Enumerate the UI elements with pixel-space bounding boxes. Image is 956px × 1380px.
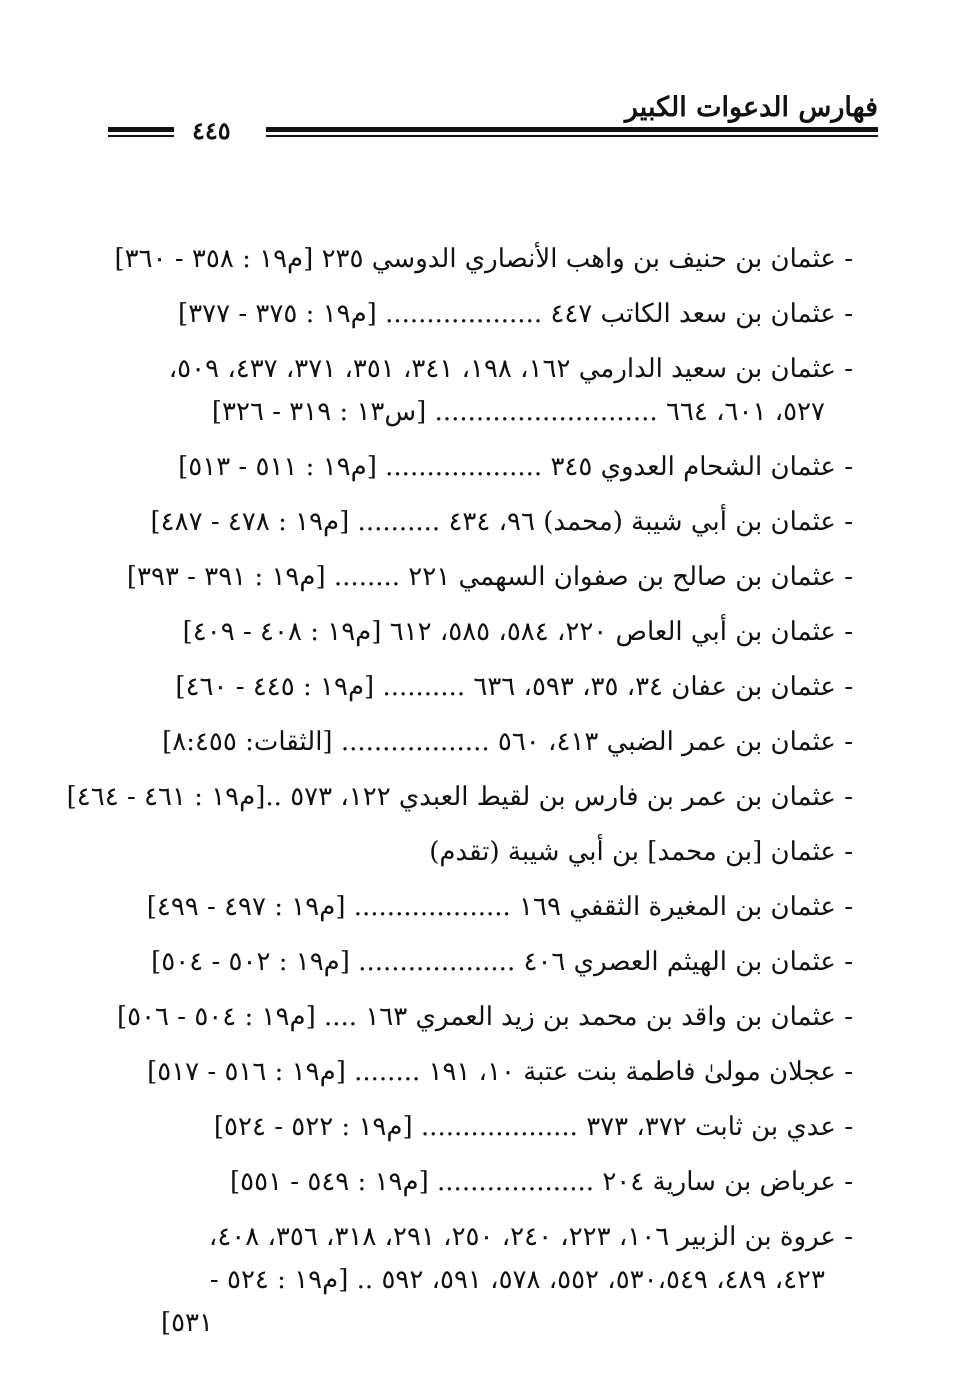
entry-line: - عجلان مولىٰ فاطمة بنت عتبة ١٠، ١٩١ ........ [م١٩ : ٥١٦ - ٥١٧]	[147, 1057, 853, 1087]
header-rule-left-thick	[108, 127, 174, 132]
header-rule-thick	[266, 127, 878, 132]
index-entry	[108, 941, 853, 984]
index-entry	[66, 776, 853, 819]
index-entry	[108, 556, 853, 599]
entry-line: - عثمان بن عمر بن فارس بن لقيط العبدي ١٢٢، ٥٧٣ ..[م١٩ : ٤٦١ - ٤٦٤]	[66, 782, 853, 812]
index-entry	[108, 1216, 853, 1345]
index-entry	[108, 238, 853, 281]
index-entry	[108, 721, 853, 764]
entry-line: - عروة بن الزبير ١٠٦، ٢٢٣، ٢٤٠، ٢٥٠، ٢٩١، ٣١٨، ٣٥٦، ٤٠٨،	[208, 1222, 853, 1252]
index-entry	[108, 831, 853, 874]
index-entry	[108, 886, 853, 929]
entry-line: - عثمان بن أبي العاص ٢٢٠، ٥٨٤، ٥٨٥، ٦١٢ [م١٩ : ٤٠٨ - ٤٠٩]	[182, 617, 853, 647]
page-number: ٤٤٥	[192, 116, 231, 145]
index-entry	[108, 348, 853, 434]
index-entries	[66, 238, 853, 1357]
entry-continuation-line: ٥٣١]	[160, 1308, 213, 1338]
entry-line: - عثمان بن حنيف بن واهب الأنصاري الدوسي ٢٣٥ [م١٩ : ٣٥٨ - ٣٦٠]	[114, 244, 853, 274]
entry-line: - عثمان بن سعيد الدارمي ١٦٢، ١٩٨، ٣٤١، ٣٥١، ٣٧١، ٤٣٧، ٥٠٩،	[168, 354, 853, 384]
entry-line: - عثمان بن عفان ٣٤، ٣٥، ٥٩٣، ٦٣٦ .......... [م١٩ : ٤٤٥ - ٤٦٠]	[175, 672, 853, 702]
entry-line: - عثمان بن الهيثم العصري ٤٠٦ ................... [م١٩ : ٥٠٢ - ٥٠٤]	[151, 947, 853, 977]
index-entry	[108, 996, 853, 1039]
index-entry	[108, 446, 853, 489]
header-rule-thin	[266, 135, 878, 137]
entry-line: - عثمان الشحام العدوي ٣٤٥ ................... [م١٩ : ٥١١ - ٥١٣]	[178, 452, 853, 482]
entry-line: - عرباض بن سارية ٢٠٤ ................... [م١٩ : ٥٤٩ - ٥٥١]	[229, 1167, 853, 1197]
entry-line: - عثمان بن صالح بن صفوان السهمي ٢٢١ ........ [م١٩ : ٣٩١ - ٣٩٣]	[126, 562, 853, 592]
entry-line: - عثمان بن عمر الضبي ٤١٣، ٥٦٠ .................. [الثقات: ٨:٤٥٥]	[162, 727, 853, 757]
entry-continuation-line: ٤٢٣، ٤٨٩، ٥٣٠،٥٤٩، ٥٥٢، ٥٧٨، ٥٩١، ٥٩٢ .. [م١٩ : ٥٢٤ -	[209, 1265, 825, 1295]
index-entry	[108, 1161, 853, 1204]
entry-line: - عثمان بن سعد الكاتب ٤٤٧ ................... [م١٩ : ٣٧٥ - ٣٧٧]	[178, 299, 853, 329]
entry-line: - عثمان بن أبي شيبة (محمد) ٩٦، ٤٣٤ .......... [م١٩ : ٤٧٨ - ٤٨٧]	[150, 507, 853, 537]
index-entry	[108, 666, 853, 709]
entry-continuation-line: ٥٢٧، ٦٠١، ٦٦٤ ........................... [س١٣ : ٣١٩ - ٣٢٦]	[211, 397, 825, 427]
page-header	[108, 92, 878, 152]
entry-line: - عثمان بن المغيرة الثقفي ١٦٩ ................... [م١٩ : ٤٩٧ - ٤٩٩]	[146, 892, 853, 922]
index-entry	[108, 1051, 853, 1094]
entry-line: - عثمان بن واقد بن محمد بن زيد العمري ١٦٣ .... [م١٩ : ٥٠٤ - ٥٠٦]	[116, 1002, 853, 1032]
index-entry	[108, 293, 853, 336]
index-entry	[108, 501, 853, 544]
entry-line: - عدي بن ثابت ٣٧٢، ٣٧٣ ................... [م١٩ : ٥٢٢ - ٥٢٤]	[213, 1112, 853, 1142]
entry-line: - عثمان [بن محمد] بن أبي شيبة (تقدم)	[429, 837, 853, 867]
header-rule-left-thin	[108, 135, 174, 137]
running-title: فهارس الدعوات الكبير	[624, 92, 878, 123]
index-entry	[108, 611, 853, 654]
index-entry	[108, 1106, 853, 1149]
